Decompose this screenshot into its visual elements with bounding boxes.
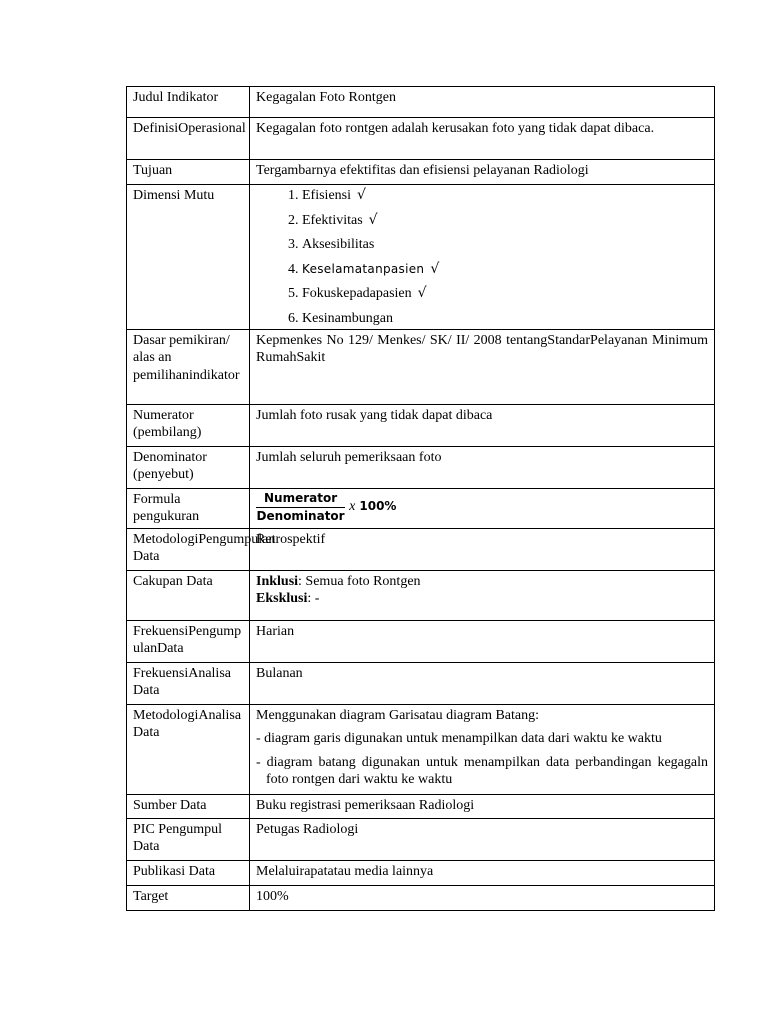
row-label: Target — [127, 885, 250, 910]
row-label: Numerator (pembilang) — [127, 404, 250, 446]
list-item — [302, 261, 708, 286]
row-value: Buku registrasi pemeriksaan Radiologi — [250, 794, 715, 818]
check-mark-icon: √ — [357, 187, 366, 203]
table-row — [127, 185, 715, 330]
row-value: Petugas Radiologi — [250, 818, 715, 860]
table-row — [127, 860, 715, 885]
table-row — [127, 160, 715, 185]
row-label: Cakupan Data — [127, 570, 250, 620]
row-value — [250, 185, 715, 330]
row-value — [250, 488, 715, 528]
row-label: Dimensi Mutu — [127, 185, 250, 330]
formula-numerator: Numerator — [264, 490, 338, 505]
row-label: MetodologiPengumpulan Data — [127, 528, 250, 570]
list-item-text: Keselamatanpasien — [302, 261, 425, 276]
row-value: Tergambarnya efektifitas dan efisiensi pelayanan Radiologi — [250, 160, 715, 185]
check-mark-icon: √ — [417, 285, 427, 301]
list-item — [302, 236, 708, 261]
check-mark-icon: √ — [368, 211, 378, 228]
row-label: Denominator (penyebut) — [127, 446, 250, 488]
table-row — [127, 818, 715, 860]
row-label: Tujuan — [127, 160, 250, 185]
inclusion-value: : Semua foto Rontgen — [298, 573, 421, 589]
list-item — [302, 187, 708, 212]
row-label: MetodologiAnalisa Data — [127, 704, 250, 794]
row-value — [250, 704, 715, 794]
indicator-document — [126, 86, 715, 911]
table-row — [127, 118, 715, 160]
indicator-table — [126, 86, 715, 911]
list-item — [302, 285, 708, 310]
table-row — [127, 488, 715, 528]
analysis-bullet: - diagram garis digunakan untuk menampilkan data dari waktu ke waktu — [256, 731, 662, 746]
table-row — [127, 620, 715, 662]
list-item-text: Kesinambungan — [302, 310, 393, 326]
table-row — [127, 885, 715, 910]
table-row — [127, 528, 715, 570]
row-value: Retrospektif — [250, 528, 715, 570]
inclusion-line — [256, 573, 708, 591]
list-item-text: Efektivitas — [302, 212, 363, 228]
row-label: DefinisiOperasional — [127, 118, 250, 160]
exclusion-label: Eksklusi — [256, 591, 308, 606]
row-value: Kegagalan Foto Rontgen — [250, 87, 715, 118]
formula — [256, 491, 708, 524]
table-row — [127, 446, 715, 488]
row-value: Kepmenkes No 129/ Menkes/ SK/ II/ 2008 tentangStandarPelayanan Minimum RumahSakit — [250, 329, 715, 404]
row-value: Bulanan — [250, 662, 715, 704]
analysis-bullet: - diagram batang digunakan untuk menampilkan data perbandingan kegagaln foto rontgen dari waktu ke waktu — [256, 754, 708, 787]
list-item — [302, 310, 708, 327]
table-row — [127, 704, 715, 794]
table-row — [127, 662, 715, 704]
table-row — [127, 404, 715, 446]
row-value: Jumlah seluruh pemeriksaan foto — [250, 446, 715, 488]
row-label: PIC Pengumpul Data — [127, 818, 250, 860]
row-label: Formula pengukuran — [127, 488, 250, 528]
analysis-intro: Menggunakan diagram Garisatau diagram Batang: — [256, 707, 540, 723]
table-row — [127, 570, 715, 620]
list-item — [302, 212, 708, 237]
row-value: 100% — [250, 885, 715, 910]
fraction — [256, 491, 345, 524]
check-mark-icon: √ — [430, 260, 440, 277]
exclusion-value: : - — [307, 591, 320, 606]
inclusion-label: Inklusi — [256, 573, 299, 589]
row-label: Publikasi Data — [127, 860, 250, 885]
fraction-bar — [256, 507, 345, 508]
row-value: Jumlah foto rusak yang tidak dapat dibaca — [250, 404, 715, 446]
row-label: Dasar pemikiran/ alas an pemilihanindikator — [127, 329, 250, 404]
list-item-text: Efisiensi — [302, 188, 351, 203]
table-row — [127, 87, 715, 118]
row-label: Judul Indikator — [127, 87, 250, 118]
table-row — [127, 794, 715, 818]
quality-dimension-list — [256, 187, 708, 327]
row-label: FrekuensiAnalisa Data — [127, 662, 250, 704]
formula-times: x — [349, 499, 356, 515]
row-value: Kegagalan foto rontgen adalah kerusakan foto yang tidak dapat dibaca. — [250, 118, 715, 160]
table-row — [127, 329, 715, 404]
exclusion-line — [256, 590, 708, 608]
row-label: Sumber Data — [127, 794, 250, 818]
formula-percent: 100% — [359, 499, 397, 514]
row-value: Melaluirapatatau media lainnya — [250, 860, 715, 885]
formula-denominator: Denominator — [256, 508, 345, 523]
list-item-text: Fokuskepadapasien — [302, 286, 412, 301]
row-value — [250, 570, 715, 620]
row-value: Harian — [250, 620, 715, 662]
list-item-text: Aksesibilitas — [302, 237, 375, 252]
row-label: FrekuensiPengumpulanData — [127, 620, 250, 662]
